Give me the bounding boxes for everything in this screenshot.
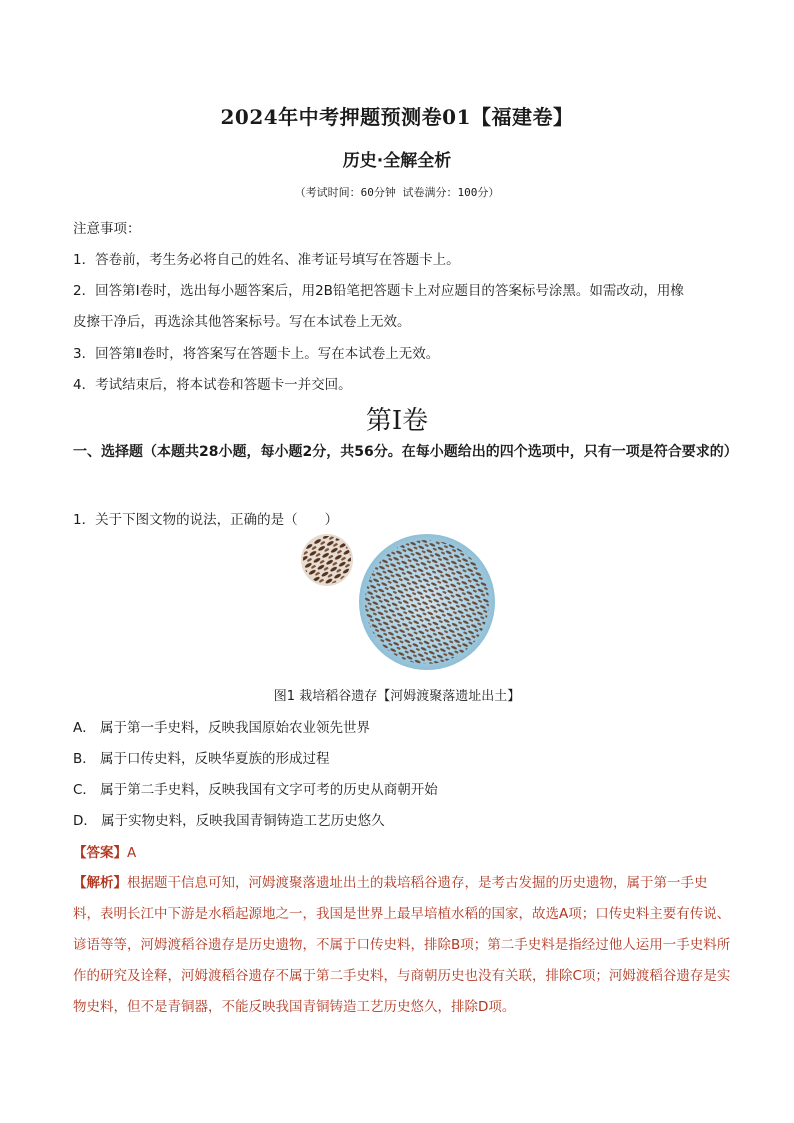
analysis-label: 【解析】 — [73, 875, 127, 891]
analysis-text: 根据题干信息可知，河姆渡聚落遗址出土的栽培稻谷遗存，是考古发掘的历史遗物，属于第一手史料，表明长江中下游是水稻起源地之一，我国是世界上最早培植水稻的国家，故选A项；口传史料主要有传说、谚语等等，河姆渡稻谷遗存是历史遗物，不属于口传史料，排除B项；第二手史料是指经过他人运用一手史料所作的研究及诠释，河姆渡稻谷遗存不属于第二手史料，与商朝历史也没有关联，排除C项；河姆渡稻谷遗存是实物史料，但不是青铜器，不能反映我国青铜铸造工艺历史悠久，排除D项。 — [73, 875, 731, 1015]
part-title: 一、选择题（本题共28小题，每小题2分，共56分。在每小题给出的四个选项中，只有一项是符合要求的） — [73, 444, 738, 460]
answer-line — [73, 841, 136, 861]
option-d: D． 属于实物史料，反映我国青铜铸造工艺历史悠久 — [73, 813, 385, 829]
section-title: 第Ⅰ卷 — [365, 406, 429, 436]
answer-label: 【答案】 — [73, 845, 127, 861]
exam-title: 2024年中考押题预测卷01【福建卷】 — [220, 105, 574, 129]
note-item: 2．回答第Ⅰ卷时，选出每小题答案后，用2B铅笔把答题卡上对应题目的答案标号涂黑。如需改动，用橡 — [73, 283, 684, 299]
note-item: 4．考试结束后，将本试卷和答题卡一并交回。 — [73, 377, 352, 393]
notes-heading: 注意事项： — [73, 221, 141, 237]
option-c: C． 属于第二手史料，反映我国有文字可考的历史从商朝开始 — [73, 782, 438, 798]
exam-meta: （考试时间：60分钟 试卷满分：100分） — [294, 186, 500, 199]
rice-grain-figure — [296, 532, 496, 672]
note-item: 皮擦干净后，再选涂其他答案标号。写在本试卷上无效。 — [73, 314, 411, 330]
analysis-block — [73, 868, 733, 1023]
note-item: 3．回答第Ⅱ卷时，将答案写在答题卡上。写在本试卷上无效。 — [73, 346, 440, 362]
option-a: A． 属于第一手史料，反映我国原始农业领先世界 — [73, 720, 371, 736]
question-stem: 1．关于下图文物的说法，正确的是（ ） — [73, 512, 339, 528]
exam-subtitle: 历史·全解全析 — [342, 151, 452, 171]
option-b: B． 属于口传史料，反映华夏族的形成过程 — [73, 751, 330, 767]
note-item: 1．答卷前，考生务必将自己的姓名、准考证号填写在答题卡上。 — [73, 252, 460, 268]
figure-caption: 图1 栽培稻谷遗存【河姆渡聚落遗址出土】 — [273, 689, 521, 704]
answer-value: A — [127, 845, 137, 861]
